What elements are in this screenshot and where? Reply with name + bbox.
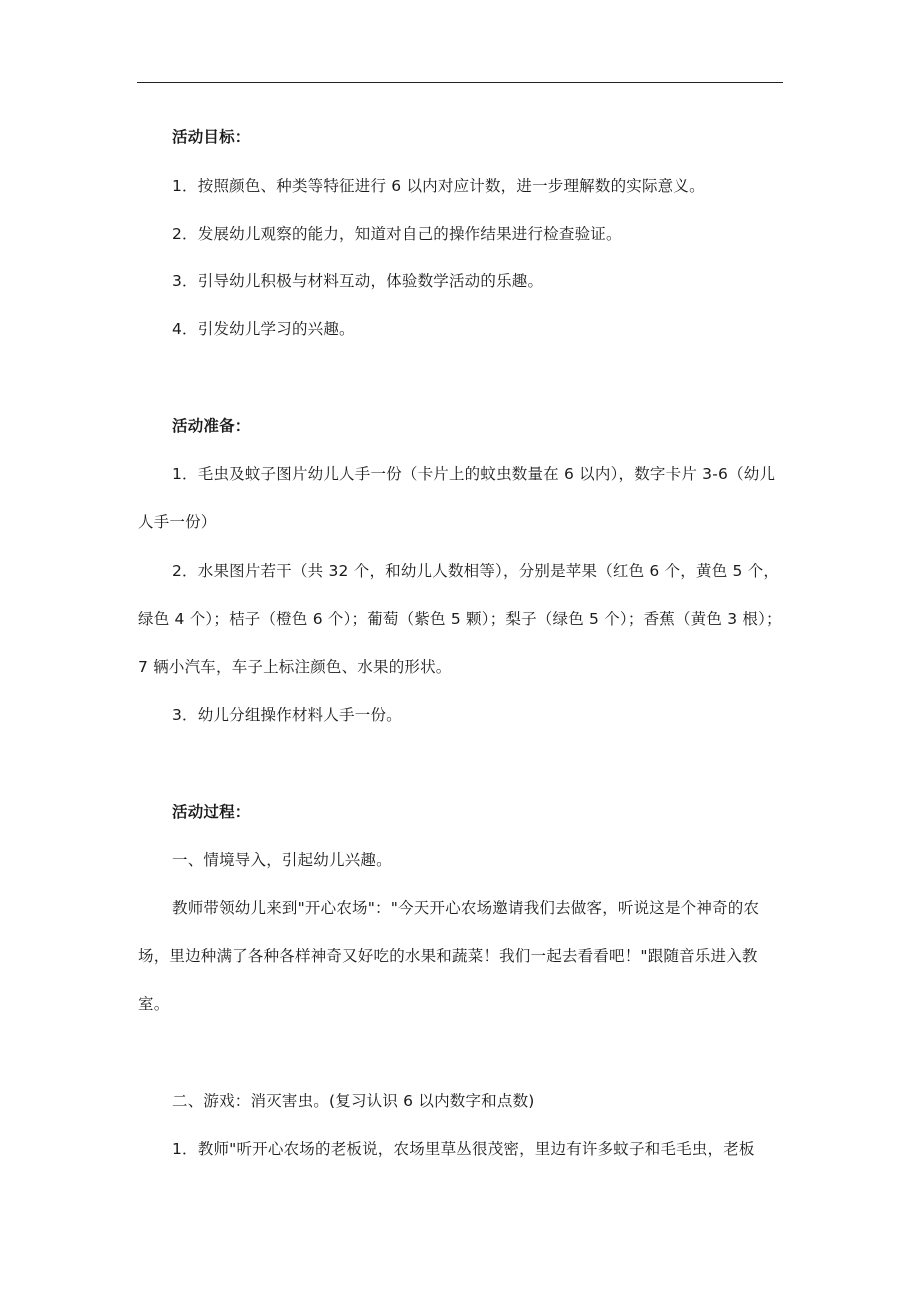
process-step-2-title: 二、游戏：消灭害虫。(复习认识 6 以内数字和点数) xyxy=(172,1092,535,1110)
preparation-item-2-line-3: 7 辆小汽车，车子上标注颜色、水果的形状。 xyxy=(138,658,452,676)
goals-item-2: 2．发展幼儿观察的能力，知道对自己的操作结果进行检查验证。 xyxy=(172,225,622,243)
goals-item-3: 3．引导幼儿积极与材料互动，体验数学活动的乐趣。 xyxy=(172,272,544,290)
process-step-1-title: 一、情境导入，引起幼儿兴趣。 xyxy=(172,851,392,869)
goals-item-1: 1．按照颜色、种类等特征进行 6 以内对应计数，进一步理解数的实际意义。 xyxy=(172,177,705,195)
process-step-2-item-1-line-1: 1．教师"听开心农场的老板说，农场里草丛很茂密，里边有许多蚊子和毛毛虫，老板 xyxy=(172,1140,755,1158)
process-step-1-para-line-2: 场，里边种满了各种各样神奇又好吃的水果和蔬菜！我们一起去看看吧！"跟随音乐进入教 xyxy=(138,947,758,965)
process-step-1-para-line-1: 教师带领幼儿来到"开心农场"："今天开心农场邀请我们去做客，听说这是个神奇的农 xyxy=(172,899,760,917)
preparation-item-1-line-1: 1．毛虫及蚊子图片幼儿人手一份（卡片上的蚊虫数量在 6 以内），数字卡片 3-6（幼儿 xyxy=(172,465,776,483)
header-rule xyxy=(137,82,783,83)
goals-item-4: 4．引发幼儿学习的兴趣。 xyxy=(172,320,355,338)
preparation-heading: 活动准备： xyxy=(172,417,251,435)
process-heading: 活动过程： xyxy=(172,803,251,821)
preparation-item-2-line-2: 绿色 4 个）；桔子（橙色 6 个）；葡萄（紫色 5 颗）；梨子（绿色 5 个）；香蕉（黄色 3 根）； xyxy=(138,610,782,628)
process-step-1-para-line-3: 室。 xyxy=(138,995,170,1013)
preparation-item-1-line-2: 人手一份） xyxy=(138,513,217,531)
preparation-item-3: 3．幼儿分组操作材料人手一份。 xyxy=(172,706,402,724)
preparation-item-2-line-1: 2．水果图片若干（共 32 个，和幼儿人数相等），分别是苹果（红色 6 个，黄色 5 个， xyxy=(172,562,780,580)
goals-heading: 活动目标： xyxy=(172,128,251,146)
